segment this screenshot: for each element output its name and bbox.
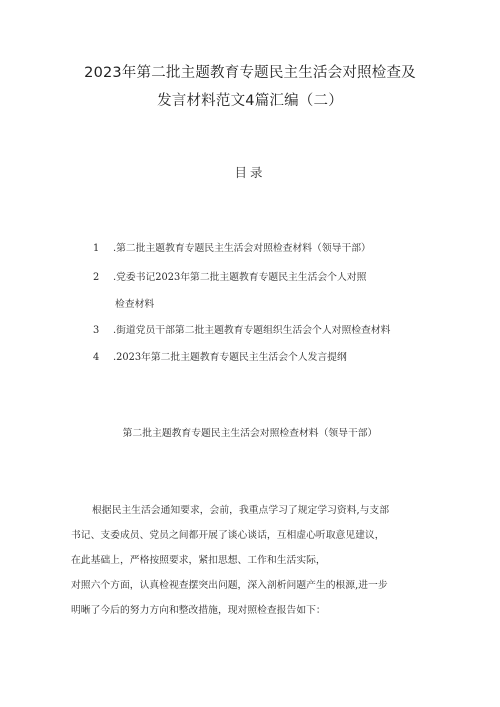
toc-item-2[interactable] bbox=[93, 269, 366, 283]
body-paragraph-line: 对照六个方面，认真检视查摆突出问题，深入剖析问题产生的根源,进一步 bbox=[71, 580, 388, 591]
body-paragraph-line: 书记、支委成员、党员之间都开展了谈心谈话，互相虚心听取意见建议， bbox=[71, 530, 385, 541]
toc-item-number: 1 bbox=[93, 243, 100, 254]
toc-item-text: .第二批主题教育专题民主生活会对照检查材料（领导干部） bbox=[113, 243, 371, 254]
toc-item-3[interactable] bbox=[93, 322, 390, 336]
toc-item-text: .街道党员干部第二批主题教育专题组织生活会个人对照检查材料 bbox=[113, 325, 391, 336]
document-title-line-1: 2023年第二批主题教育专题民主生活会对照检查及 bbox=[84, 65, 416, 81]
toc-heading: 目录 bbox=[234, 165, 266, 180]
toc-item-text: .2023年第二批主题教育专题民主生活会个人发言提纲 bbox=[113, 352, 347, 363]
toc-item-text: .党委书记2023年第二批主题教育专题民主生活会个人对照 bbox=[113, 272, 367, 283]
body-paragraph-line: 明晰了今后的努力方向和整改措施，现对照检查报告如下： bbox=[71, 605, 326, 616]
toc-item-2-continuation: 检查材料 bbox=[115, 299, 155, 310]
document-title-line-2: 发言材料范文4篇汇编（二） bbox=[157, 93, 343, 109]
toc-item-number: 2 bbox=[93, 272, 100, 283]
body-paragraph-line: 在此基础上，严格按照要求，紧扣思想、工作和生活实际， bbox=[71, 555, 326, 566]
section-heading: 第二批主题教育专题民主生活会对照检查材料（领导干部） bbox=[122, 428, 378, 439]
toc-item-number: 4 bbox=[93, 352, 100, 363]
body-paragraph-line: 根据民主生活会通知要求，会前，我重点学习了规定学习资料,与支部 bbox=[92, 505, 390, 516]
toc-item-1[interactable] bbox=[93, 240, 371, 254]
toc-item-number: 3 bbox=[93, 325, 100, 336]
toc-item-4[interactable] bbox=[93, 349, 347, 363]
